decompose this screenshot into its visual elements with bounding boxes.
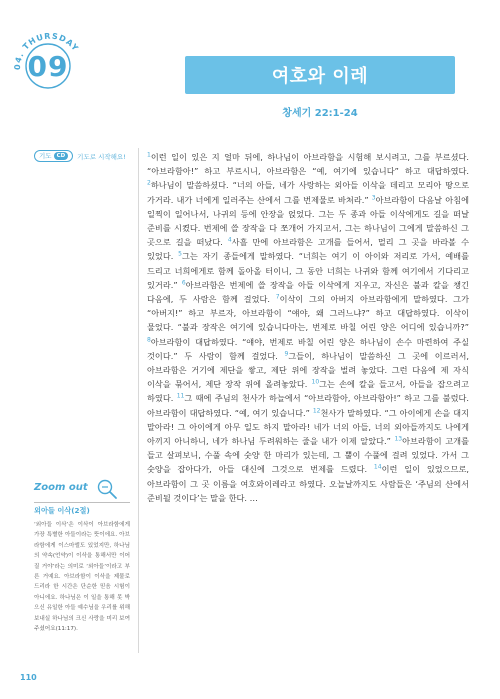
- title-banner: [185, 56, 455, 94]
- date-badge: [6, 18, 90, 102]
- verse-text: 아브라함이 다음날 아침에 일찍이 일어나서, 나귀의 등에 안장을 얹었다. 그는 두 종과 아들 이삭에게도 길을 떠날 준비를 시켰다. 번제에 쓸 장작을 다 쪼개어 가지고서, 그는 하나님이 그에게 말씀하신 그 곳으로 길을 떠났다.: [147, 194, 469, 248]
- verse-text: 하나님이 말씀하셨다. “너의 아들, 네가 사랑하는 외아들 이삭을 데리고 모리아 땅으로 가거라. 내가 너에게 일러주는 산에서 그를 번제물로 바쳐라.”: [147, 180, 469, 205]
- sidebar-body: ‘외아들 이삭’은 이삭이 아브라함에게 가장 특별한 아들이라는 뜻이에요. 아브라함에게 이스마엘도 있었지만, 하나님의 약속(언약)이 이삭을 통해서만 이어질 거야’라는 의미로 ‘외아들’이라고 부른 거예요. 아브라함이 이삭을 제물로 드리라 한 시간은 단순한 믿음 시험이 아니에요. 하나님은 이 일을 통해 못 박으신 유일한 아들 예수님을 우리를 위해 보내실 하나님의 크신 사랑을 미리 보여 주셨어요(11:17).: [34, 522, 130, 633]
- page-title: 여호와 이레: [271, 66, 369, 87]
- verse-text: 그는 자기 종들에게 말하였다. “너희는 여기 이 아이와 저리로 가서, 예배를 드리고 너희에게로 함께 돌아올 터이니, 그 동안 너희는 나귀와 함께 여기에서 기다리고 있거라.”: [147, 251, 469, 290]
- verse-text: 아브라함이 고개를 들고 살펴보니, 수풀 속에 숫양 한 마리가 있는데, 그 뿔이 수풀에 걸려 있었다. 가서 그 숫양을 잡아다가, 아들 대신에 그것으로 번제를 드렸다.: [147, 436, 469, 475]
- verse-number: 4: [227, 236, 232, 244]
- prayer-prefix: 기도: [39, 152, 52, 160]
- cd-icon: CD: [54, 152, 69, 160]
- verse-text: 사흘 만에 아브라함은 고개를 들어서, 멀리 그 곳을 바라볼 수 있었다.: [147, 237, 469, 262]
- verse-number: 12: [312, 406, 321, 414]
- verse-number: 9: [284, 350, 289, 358]
- verse-number: 10: [311, 378, 320, 386]
- verse-text: 그들이, 하나님이 말씀하신 그 곳에 이르러서, 아브라함은 거기에 제단을 쌓고, 제단 위에 장작을 벌려 놓았다. 그런 다음에 제 자식 이삭을 묶어서, 제단 장작 위에 올려놓았다.: [147, 350, 469, 390]
- verse-number: 5: [178, 250, 182, 258]
- verse-text: 이런 일이 있었으므로, 아브라함이 그 곳 이름을 여호와이레라고 하였다. 오늘날까지도 사람들은 ‘주님의 산에서 준비될 것이다’는 말을 한다. …: [147, 464, 469, 503]
- verse-text: 아브라함은 번제에 쓸 장작을 아들 이삭에게 지우고, 자신은 불과 칼을 챙긴 다음에, 두 사람은 함께 걸었다.: [147, 279, 469, 305]
- prayer-label: 기도로 시작해요!: [77, 152, 126, 161]
- page-number: 110: [20, 673, 37, 682]
- verse-text: 이런 일이 있은 지 얼마 뒤에, 하나님이 아브라함을 시험해 보시려고, 그를 부르셨다. “아브라함아!” 하고 부르시니, 아브라함은 “예, 여기에 있습니다” 하고 대답하였다.: [147, 152, 469, 177]
- zoom-out-header: [34, 478, 130, 500]
- day-label: 04. THURSDAY: [12, 31, 81, 71]
- verse-number: 6: [181, 279, 186, 287]
- verse-number: 1: [147, 151, 151, 159]
- verse-text: 이삭이 그의 아버지 아브라함에게 말하였다. 그가 “아버지!” 하고 부르자, 아브라함이 “얘야, 왜 그러느냐?” 하고 대답하였다. 이삭이 물었다. “불과 장작은 여기에 있습니다마는, 번제로 바칠 어린 양은 어디에 있습니까?”: [147, 294, 469, 333]
- verse-number: 2: [147, 179, 151, 187]
- verse-number: 14: [373, 463, 382, 471]
- verse-number: 7: [275, 293, 280, 301]
- verse-number: 13: [394, 435, 403, 443]
- sidebar-subheading: 외아들 이삭(2절): [34, 506, 90, 515]
- magnifier-icon: [96, 478, 118, 500]
- verse-text: 천사가 말하였다. “그 아이에게 손을 대지 말아라! 그 아이에게 아무 일도 하지 말아라! 네가 너의 아들, 너의 외아들까지도 나에게 아끼지 아니하니, 네가 하나님 두려워하는 줄을 내가 이제 알았다.”: [147, 407, 469, 447]
- verse-number: 3: [371, 193, 376, 201]
- prayer-pill: [34, 150, 73, 162]
- verse-number: 11: [176, 392, 185, 400]
- verse-text: 그는 손에 칼을 들고서, 아들을 잡으려고 하였다.: [147, 379, 469, 404]
- zoom-out-rule: [34, 502, 130, 503]
- zoom-out-title: Zoom out: [34, 482, 88, 493]
- prayer-tag: [34, 149, 126, 163]
- scripture-text: [147, 150, 469, 660]
- verse-text: 아브라함이 대답하였다. “얘야, 번제로 바칠 어린 양은 하나님이 손수 마련하여 주실 것이다.” 두 사람이 함께 걸었다.: [147, 336, 469, 361]
- verse-text: 그 때에 주님의 천사가 하늘에서 “아브라함아, 아브라함아!” 하고 그를 불렀다. 아브라함이 대답하였다. “예, 여기 있습니다.”: [147, 393, 469, 418]
- day-number: 09: [27, 50, 69, 83]
- verse-number: 8: [147, 335, 151, 343]
- passage-reference: 창세기 22:1-24: [282, 108, 358, 119]
- column-divider: [138, 148, 139, 653]
